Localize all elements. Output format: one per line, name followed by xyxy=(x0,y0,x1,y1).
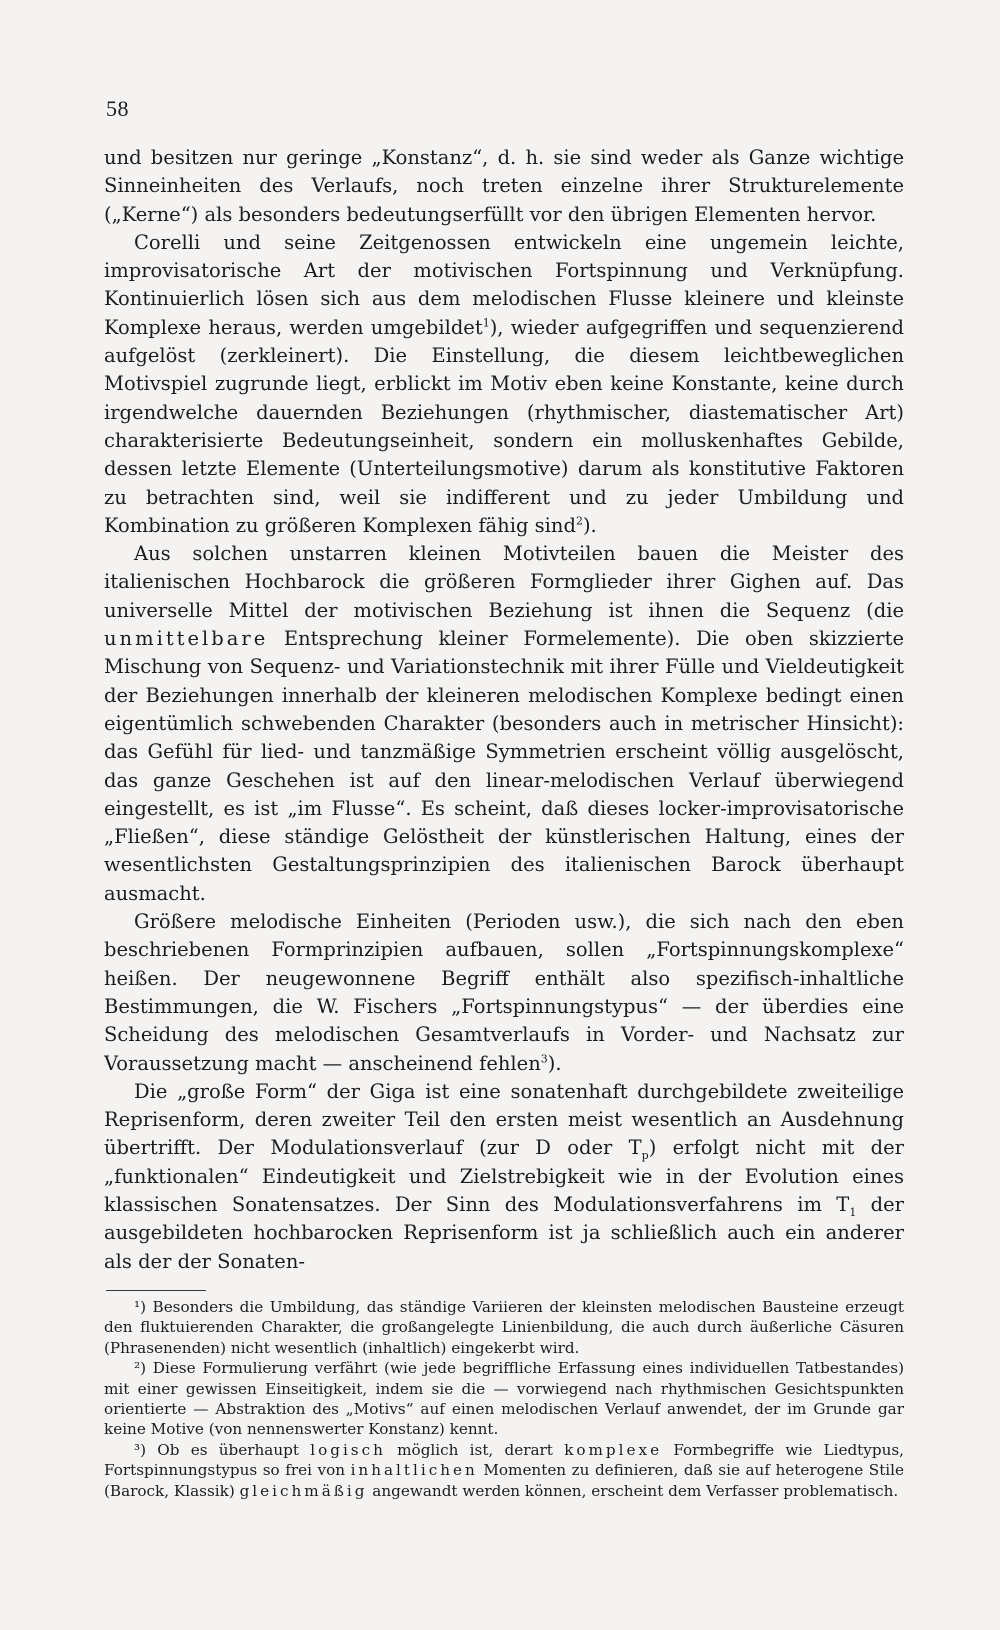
paragraph-3-text-a: Aus solchen unstarren kleinen Motivteilen bauen die Meister des italienischen Hochbarock die größeren Formglieder ihrer Gighen auf. Das universelle Mittel der motivischen Beziehung ist ihnen die Sequenz (die xyxy=(104,542,904,622)
paragraph-4-text-a: Größere melodische Einheiten (Perioden usw.), die sich nach den eben beschriebenen Formprinzipien aufbauen, sollen „Fortspinnungskomplexe“ heißen. Der neugewonnene Begriff enthält also spezifisch-inhaltliche Bestimmungen, die W. Fischers „Fortspinnungstypus“ — der überdies eine Scheidung des melodischen Gesamtverlaufs in Vorder- und Nachsatz zur Voraussetzung macht — anscheinend fehlen xyxy=(104,910,904,1075)
paragraph-2-text-c: ). xyxy=(582,513,597,537)
footnote-ref-3: 3 xyxy=(540,1052,548,1065)
paragraph-1 xyxy=(104,144,904,229)
footnote-3-text-c: Formbegriffe wie Liedtypus, Fortspinnungstypus so frei von xyxy=(104,1440,904,1480)
footnote-3-text-a: Ob es überhaupt xyxy=(157,1440,311,1459)
footnote-2-text: Diese Formulierung verfährt (wie jede begriffliche Erfassung eines individuellen Tatbestandes) mit einer gewissen Einseitigkeit, indem sie die — vorwiegend nach rhythmischen Gesichtspunkten orientierte — Abstraktion des „Motivs“ auf einen melodischen Verlauf anwendet, der im Grunde gar keine Motive (von nennenswerter Konstanz) kennt. xyxy=(104,1359,904,1439)
footnote-3-emphasis-2: komplexe xyxy=(564,1440,663,1459)
footnote-3 xyxy=(104,1440,904,1501)
book-page xyxy=(104,96,904,1501)
page-number: 58 xyxy=(106,96,129,121)
footnote-1 xyxy=(104,1297,904,1358)
footnote-3-marker: ³) xyxy=(134,1440,147,1459)
footnote-3-text-e: angewandt werden können, erscheint dem Verfasser problematisch. xyxy=(367,1481,899,1500)
paragraph-1-text: und besitzen nur geringe „Konstanz“, d. h. sie sind weder als Ganze wichtige Sinneinheiten des Verlaufs, noch treten einzelne ihrer Strukturelemente („Kerne“) als besonders bedeutungserfüllt vor den übrigen Elementen hervor. xyxy=(104,146,904,226)
footnote-ref-1: 1 xyxy=(482,316,490,330)
footnote-1-text: Besonders die Umbildung, das ständige Variieren der kleinsten melodischen Bausteine erzeugt den fluktuierenden Charakter, die großangelegte Linienbildung, die auch durch äußerliche Cäsuren (Phrasenenden) nicht wesentlich (inhaltlich) eingekerbt wird. xyxy=(104,1297,904,1357)
footnote-3-emphasis-4: gleichmäßig xyxy=(239,1481,368,1500)
footnote-1-marker: ¹) xyxy=(134,1297,147,1316)
footnote-ref-2: 2 xyxy=(575,514,583,528)
footnote-2 xyxy=(104,1358,904,1440)
paragraph-4-text-b: ). xyxy=(547,1051,562,1075)
footnote-divider xyxy=(106,1290,206,1291)
subscript-p: p xyxy=(641,1149,649,1163)
footnote-3-text-b: möglich ist, derart xyxy=(385,1440,565,1459)
paragraph-5-text-c: der ausgebildeten hochbarocken Reprisenform ist ja schließlich auch ein anderer als der der Sonaten- xyxy=(104,1192,905,1273)
footnote-3-emphasis-1: logisch xyxy=(310,1440,386,1459)
footnote-3-emphasis-3: inhaltlichen xyxy=(350,1461,478,1480)
footnote-2-marker: ²) xyxy=(134,1359,147,1378)
paragraph-2-text-b: ), wieder aufgegriffen und sequenzierend aufgelöst (zerkleinert). Die Einstellung, die diesem leichtbeweglichen Motivspiel zugrunde liegt, erblickt im Motiv eben keine Konstante, keine durch irgendwelche dauernden Beziehungen (rhythmischer, diastematischer Art) charakterisierte Bedeutungseinheit, sondern ein molluskenhaftes Gebilde, dessen letzte Elemente (Unterteilungsmotive) darum als konstitutive Faktoren zu betrachten sind, weil sie indifferent und zu jeder Umbildung und Kombination zu größeren Komplexen fähig sind xyxy=(104,315,904,537)
subscript-1: 1 xyxy=(849,1205,857,1219)
paragraph-4 xyxy=(104,908,904,1078)
paragraph-3-text-b: Entsprechung kleiner Formelemente). Die oben skizzierte Mischung von Sequenz- und Variationstechnik mit ihrer Fülle und Vieldeutigkeit der Beziehungen innerhalb der kleineren melodischen Komplexe bedingt einen eigentümlich schwebenden Charakter (besonders auch in metrischer Hinsicht): das Gefühl für lied- und tanzmäßige Symmetrien erscheint völlig ausgelöscht, das ganze Geschehen ist auf den linear-melodischen Verlauf überwiegend eingestellt, es ist „im Flusse“. Es scheint, daß dieses locker-improvisatorische „Fließen“, diese ständige Gelöstheit der künstlerischen Haltung, eines der wesentlichsten Gestaltungsprinzipien des italienischen Barock überhaupt ausmacht. xyxy=(104,627,904,905)
paragraph-5-text-b: ) erfolgt nicht mit der „funktionalen“ Eindeutigkeit und Zielstrebigkeit wie in der Evolution eines klassischen Sonatensatzes. Der Sinn des Modulationsverfahrens im T xyxy=(104,1136,904,1216)
footnote-3-text-d: Momenten zu definieren, daß sie auf heterogene Stile (Barock, Klassik) xyxy=(104,1461,904,1500)
paragraph-5 xyxy=(104,1078,904,1276)
paragraph-3-emphasis: unmittelbare xyxy=(104,627,269,651)
paragraph-3 xyxy=(104,540,904,908)
footnotes xyxy=(104,1297,904,1501)
paragraph-2 xyxy=(104,229,904,540)
paragraph-2-text-a: Corelli und seine Zeitgenossen entwickeln eine ungemein leichte, improvisatorische Art der motivischen Fortspinnung und Verknüpfung. Kontinuierlich lösen sich aus dem melodischen Flusse kleinere und kleinste Komplexe heraus, werden umgebildet xyxy=(104,230,904,339)
body-text xyxy=(104,144,904,1276)
paragraph-5-text-a: Die „große Form“ der Giga ist eine sonatenhaft durchgebildete zweiteilige Reprisenform, deren zweiter Teil den ersten meist wesentlich an Ausdehnung übertrifft. Der Modulationsverlauf (zur D oder T xyxy=(104,1079,904,1160)
